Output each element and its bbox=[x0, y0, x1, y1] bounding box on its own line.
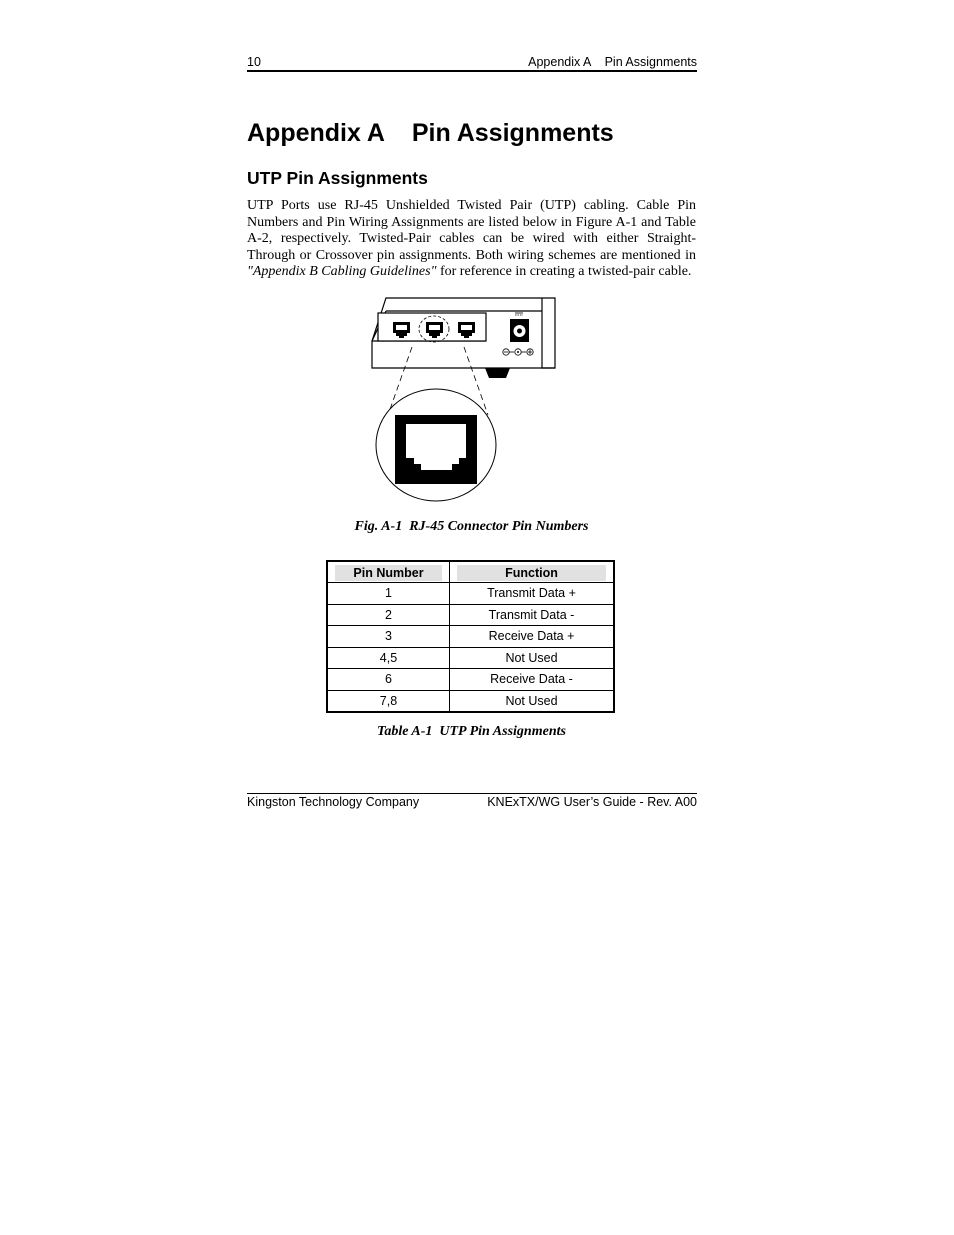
page-title: Appendix A Pin Assignments bbox=[247, 119, 614, 147]
function-cell: Not Used bbox=[450, 647, 615, 669]
footer-company: Kingston Technology Company bbox=[247, 795, 420, 809]
magnified-rj45-icon bbox=[376, 389, 496, 501]
page-number: 10 bbox=[247, 55, 261, 69]
header-section-title: Appendix A Pin Assignments bbox=[528, 55, 697, 69]
pin-number-cell: 7,8 bbox=[327, 690, 450, 712]
pin-number-cell: 6 bbox=[327, 669, 450, 691]
table-row bbox=[327, 690, 614, 712]
page-header bbox=[247, 55, 697, 72]
figure-caption: Fig. A-1 RJ-45 Connector Pin Numbers bbox=[354, 519, 589, 534]
function-cell: Receive Data - bbox=[450, 669, 615, 691]
function-cell: Receive Data + bbox=[450, 626, 615, 648]
pin-number-cell: 4,5 bbox=[327, 647, 450, 669]
section-heading: UTP Pin Assignments bbox=[247, 168, 428, 188]
rj45-connector-figure bbox=[360, 295, 560, 510]
table-row bbox=[327, 583, 614, 605]
function-cell: Transmit Data + bbox=[450, 583, 615, 605]
page-footer bbox=[247, 793, 697, 810]
pin-number-cell: 1 bbox=[327, 583, 450, 605]
paragraph-text-end: for reference in creating a twisted-pair cable. bbox=[436, 264, 692, 279]
column-header-function: Function bbox=[450, 561, 615, 583]
pin-assignment-table bbox=[326, 560, 615, 713]
device-foot bbox=[485, 368, 510, 378]
table-caption: Table A-1 UTP Pin Assignments bbox=[377, 724, 566, 739]
pin-number-cell: 3 bbox=[327, 626, 450, 648]
pin-number-cell: 2 bbox=[327, 604, 450, 626]
function-cell: Transmit Data - bbox=[450, 604, 615, 626]
table-row bbox=[327, 647, 614, 669]
paragraph-text: UTP Ports use RJ-45 Unshielded Twisted Pair (UTP) cabling. Cable Pin Numbers and Pin Wiring Assignments are listed below in Figure A-1 and Table A-2, respectively. Twisted-Pair cables can be wired with either Straight-Through or Crossover pin assignments. Both wiring schemes are mentioned in bbox=[247, 198, 696, 263]
body-paragraph bbox=[247, 198, 696, 281]
appendix-b-reference: "Appendix B Cabling Guidelines" bbox=[247, 264, 437, 279]
table-header-row bbox=[327, 561, 614, 583]
column-header-pin-number: Pin Number bbox=[327, 561, 450, 583]
footer-document-title: KNExTX/WG User’s Guide - Rev. A00 bbox=[487, 795, 697, 809]
table-row bbox=[327, 626, 614, 648]
table-row bbox=[327, 669, 614, 691]
function-cell: Not Used bbox=[450, 690, 615, 712]
table-row bbox=[327, 604, 614, 626]
